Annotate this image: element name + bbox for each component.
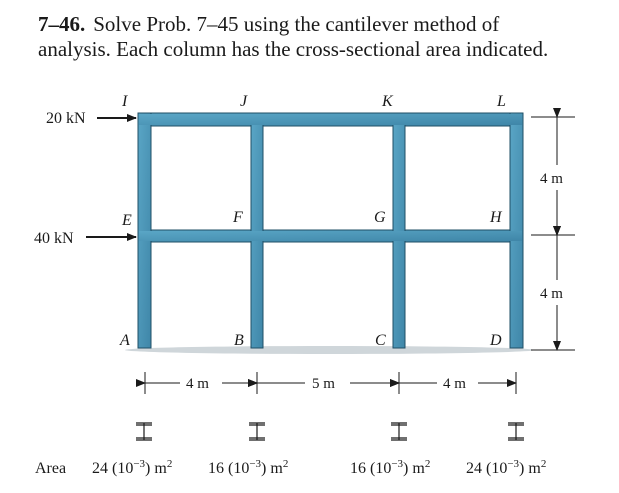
problem-text-1: Solve Prob. 7–45 using the cantilever method of xyxy=(93,12,500,36)
node-C: C xyxy=(375,332,386,349)
node-L: L xyxy=(497,93,506,110)
problem-number: 7–46. xyxy=(38,12,86,36)
node-D: D xyxy=(490,332,502,349)
i-beam-section-icon xyxy=(136,423,152,440)
node-H: H xyxy=(490,209,502,226)
column-D xyxy=(510,113,523,348)
column-A xyxy=(138,113,151,348)
load-top-label: 20 kN xyxy=(46,110,86,127)
node-E: E xyxy=(122,212,132,229)
ground-shadow xyxy=(125,346,535,354)
node-G: G xyxy=(374,209,386,226)
dim-story-lower: 4 m xyxy=(540,286,563,302)
area-column-C: 16 $(10^{-3})$ $m^2$ xyxy=(350,458,431,477)
area-column-A: 24 $(10^{-3})$ $m^2$ xyxy=(92,458,173,477)
dim-bay-2: 5 m xyxy=(312,376,335,392)
load-middle-label: 40 kN xyxy=(34,230,74,247)
dim-bay-1: 4 m xyxy=(186,376,209,392)
dim-story-upper: 4 m xyxy=(540,171,563,187)
area-column-B: 16 $(10^{-3})$ $m^2$ xyxy=(208,458,289,477)
node-A: A xyxy=(120,332,130,349)
node-J: J xyxy=(240,93,248,110)
node-F: F xyxy=(233,209,243,226)
i-beam-section-icon xyxy=(249,423,265,440)
area-label: Area xyxy=(35,460,67,477)
vertical-dimensions xyxy=(531,117,575,350)
dim-bay-3: 4 m xyxy=(443,376,466,392)
load-middle xyxy=(34,230,136,247)
problem-text-2: analysis. Each column has the cross-sectional area indicated. xyxy=(38,37,549,61)
load-top xyxy=(46,110,136,127)
area-column-D: 24 $(10^{-3})$ $m^2$ xyxy=(466,458,547,477)
i-beam-section-icon xyxy=(391,423,407,440)
node-I: I xyxy=(122,93,128,110)
i-beam-section-icon xyxy=(508,423,524,440)
node-K: K xyxy=(382,93,393,110)
node-B: B xyxy=(234,332,244,349)
